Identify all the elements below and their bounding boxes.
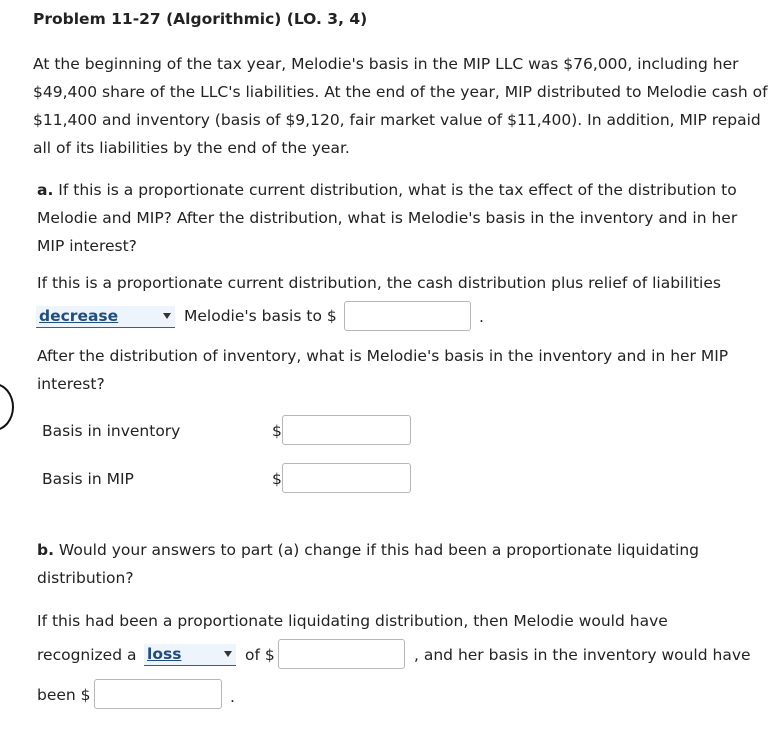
part-a-effect-dropdown[interactable] — [36, 306, 175, 328]
part-a-statement: If this is a proportionate current distribution, the cash distribution plus relief of liabilities — [37, 274, 721, 292]
chevron-down-icon — [224, 651, 232, 657]
part-a-period: . — [479, 308, 484, 326]
part-b-label: b. — [37, 541, 54, 559]
part-b-question — [37, 536, 767, 592]
part-b-recognized: recognized a — [37, 646, 137, 664]
part-a-question — [37, 176, 767, 260]
part-a-after-question: After the distribution of inventory, what is Melodie's basis in the inventory and in her MIP interest? — [37, 347, 729, 393]
part-b-comma-text: , and her basis in the inventory would have — [414, 646, 751, 664]
side-tab-arc — [0, 383, 14, 431]
part-b-of-dollar: of $ — [245, 646, 275, 664]
part-a-question-text: If this is a proportionate current distribution, what is the tax effect of the distribution to Melodie and MIP? After the distribution, what is Melodie's basis in the inventory and in her MIP interest? — [37, 181, 738, 255]
part-b-amount-input[interactable] — [278, 639, 405, 669]
part-a-label: a. — [37, 181, 54, 199]
part-b-line1: If this had been a proportionate liquidating distribution, then Melodie would have — [37, 612, 668, 630]
chevron-down-icon — [163, 313, 171, 319]
part-b-gain-loss-dropdown[interactable] — [144, 644, 236, 666]
part-b-question-text: Would your answers to part (a) change if this had been a proportionate liquidating distribution? — [37, 541, 699, 587]
part-b-gain-loss-value: loss — [147, 645, 182, 663]
part-b-period: . — [230, 688, 235, 706]
basis-inventory-input[interactable] — [282, 415, 411, 445]
basis-inventory-currency: $ — [272, 422, 282, 440]
part-a-after-dropdown: Melodie's basis to $ — [184, 307, 337, 325]
problem-title: Problem 11-27 (Algorithmic) (LO. 3, 4) — [33, 10, 368, 28]
basis-mip-input[interactable] — [282, 463, 411, 493]
basis-inventory-label: Basis in inventory — [42, 422, 181, 440]
part-b-been: been $ — [37, 686, 91, 704]
part-a-basis-input[interactable] — [344, 301, 471, 331]
basis-mip-label: Basis in MIP — [42, 470, 134, 488]
problem-intro: At the beginning of the tax year, Melodie's basis in the MIP LLC was $76,000, including her $49,400 share of the LLC's liabilities. At the end of the year, MIP distributed to Melodie cash of $11,400 and inventory (basis of $9,120, fair market value of $11,400). In addition, MIP repaid all of its liabilities by the end of the year. — [33, 55, 768, 157]
basis-mip-currency: $ — [272, 470, 282, 488]
part-a-effect-value: decrease — [39, 307, 119, 325]
part-b-inventory-basis-input[interactable] — [94, 679, 222, 709]
